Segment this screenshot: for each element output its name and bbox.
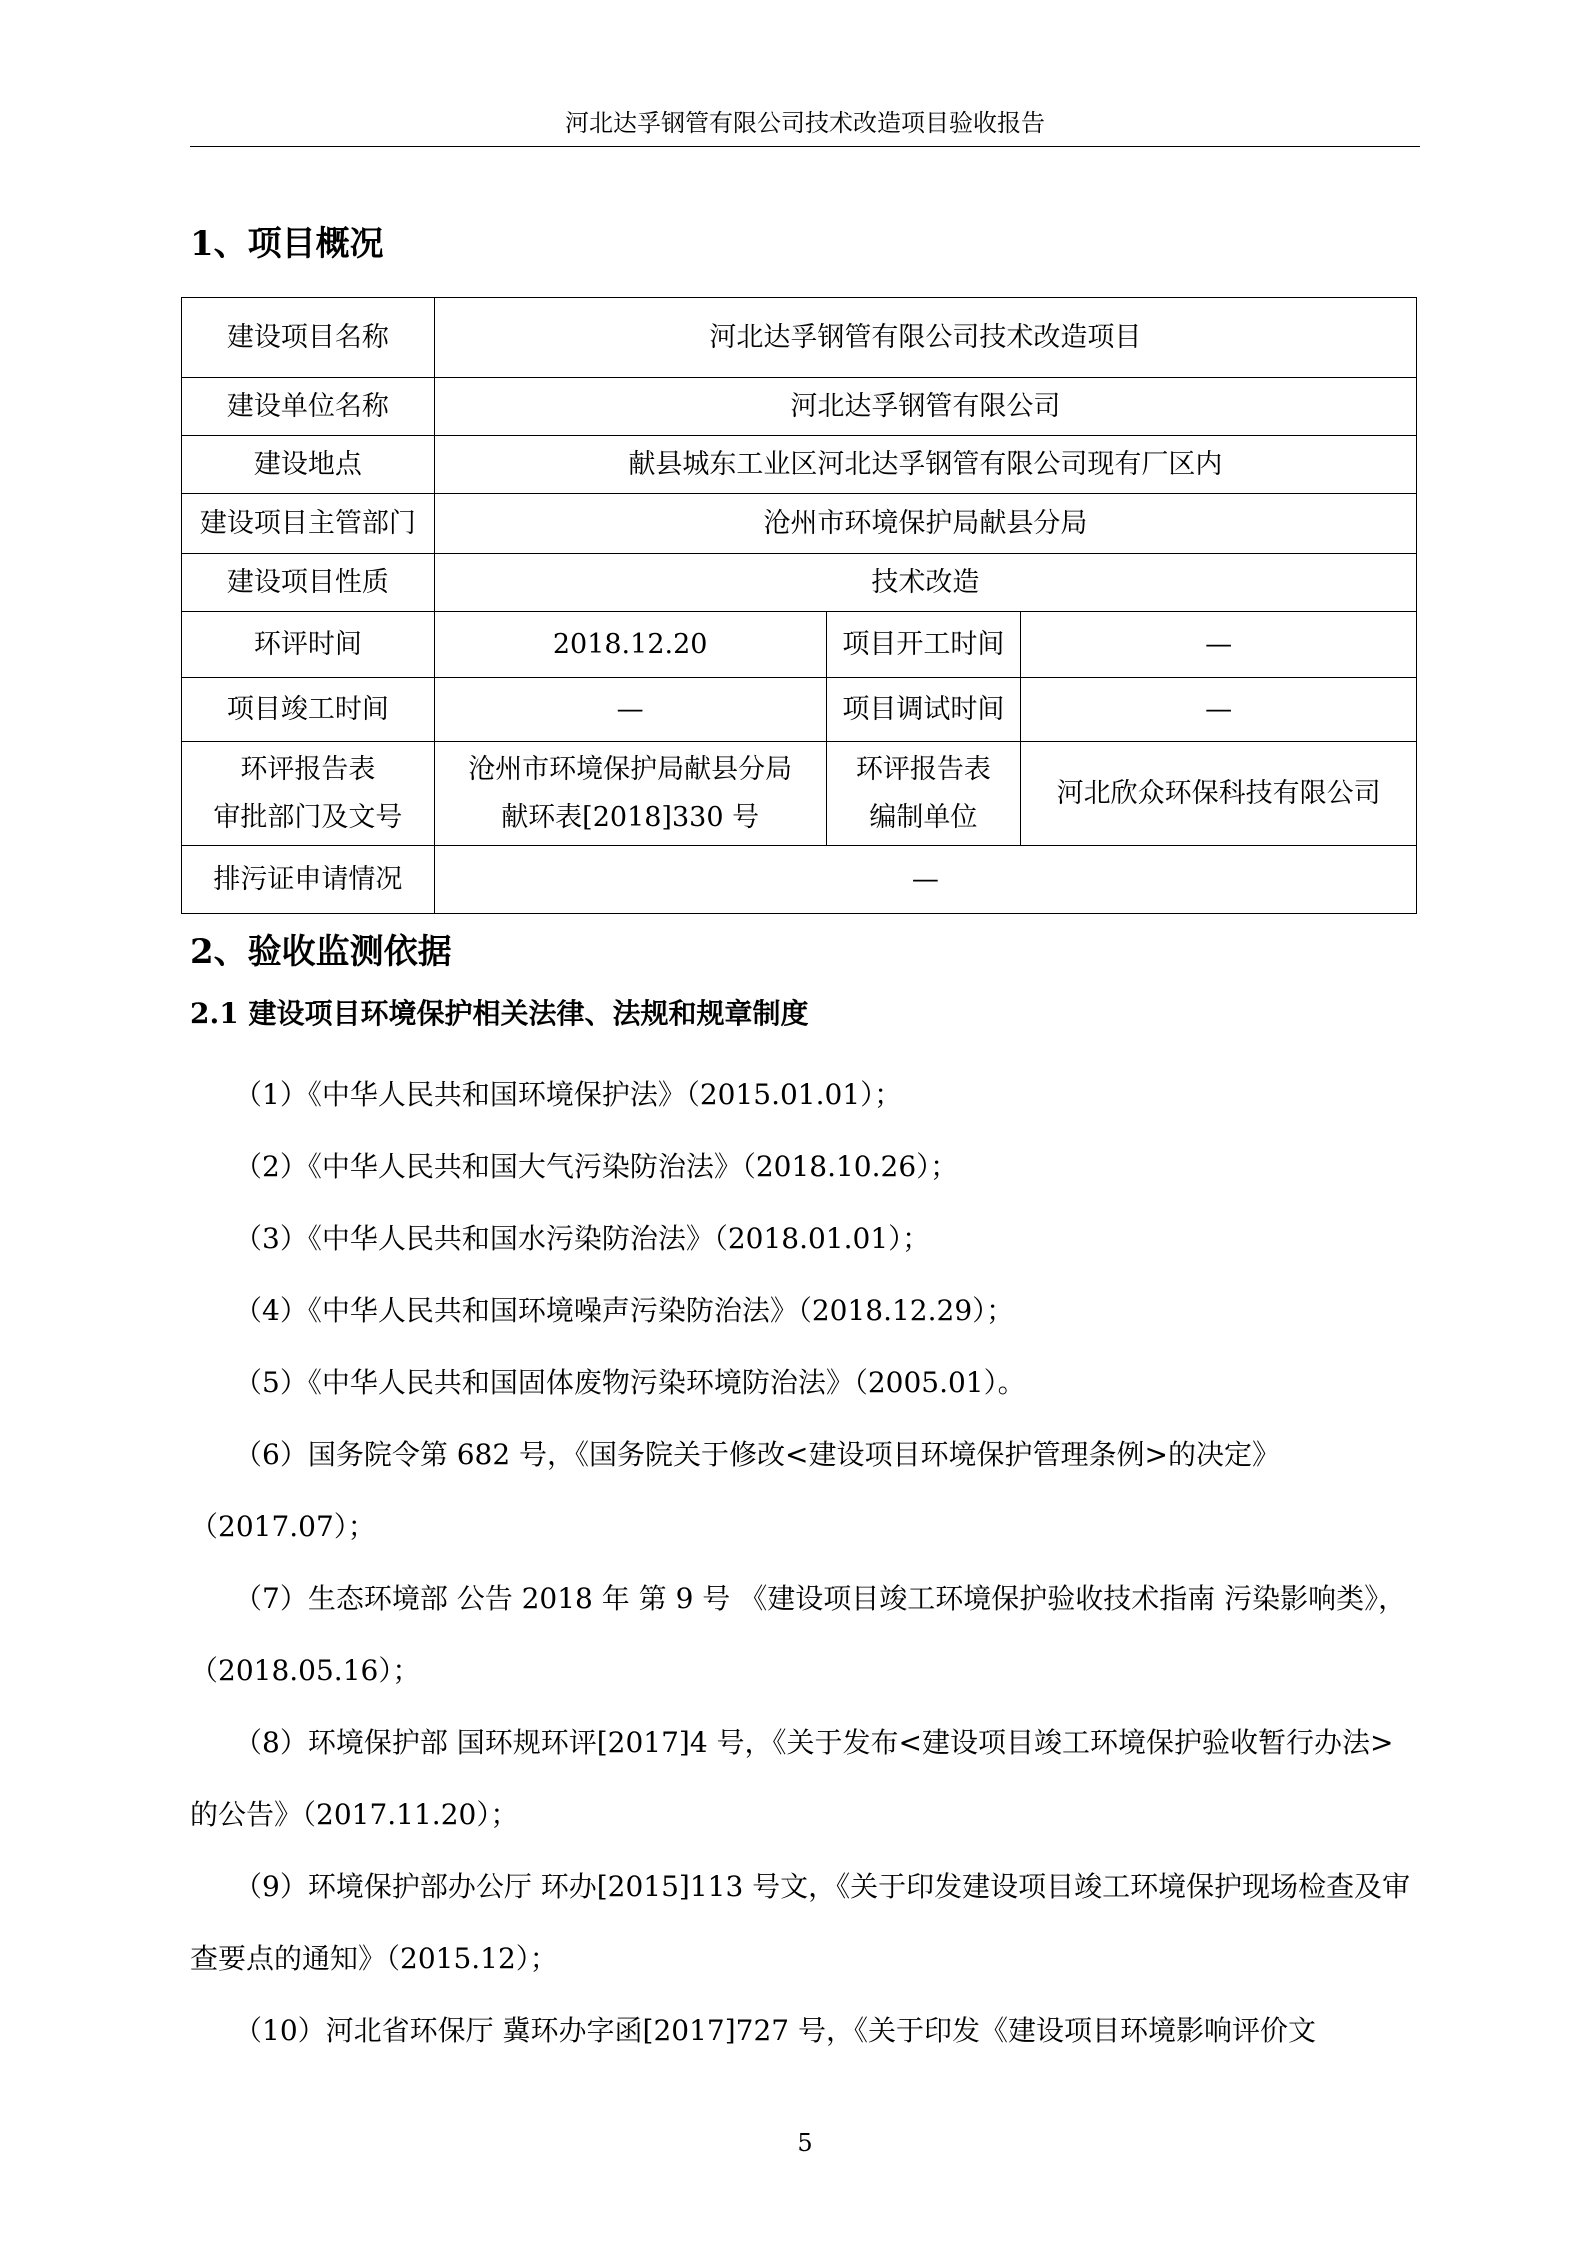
table-row (182, 436, 1417, 494)
list-item: （5）《中华人民共和国固体废物污染环境防治法》（2005.01）。 (234, 1366, 1026, 1399)
approval-value-line2: 献环表[2018]330 号 (501, 801, 760, 833)
eia-time-value: 2018.12.20 (434, 612, 826, 678)
header-rule (190, 146, 1420, 147)
table-row (182, 678, 1417, 742)
table-row (182, 494, 1417, 554)
location-label: 建设地点 (182, 436, 435, 494)
start-time-value: — (1021, 612, 1417, 678)
permit-value: — (434, 846, 1416, 914)
project-name-label: 建设项目名称 (182, 298, 435, 378)
page-number: 5 (797, 2129, 813, 2157)
section-1-heading: 1、项目概况 (190, 224, 384, 264)
debug-time-value: — (1021, 678, 1417, 742)
completion-time-value: — (434, 678, 826, 742)
approval-value-line1: 沧州市环境保护局献县分局 (468, 753, 793, 785)
project-name-value: 河北达孚钢管有限公司技术改造项目 (434, 298, 1416, 378)
project-overview-table (181, 297, 1417, 914)
authority-value: 沧州市环境保护局献县分局 (434, 494, 1416, 554)
table-row (182, 612, 1417, 678)
approval-label (182, 742, 435, 846)
permit-label: 排污证申请情况 (182, 846, 435, 914)
list-item: （1）《中华人民共和国环境保护法》（2015.01.01）； (234, 1078, 903, 1111)
approval-value (434, 742, 826, 846)
table-row (182, 378, 1417, 436)
compiler-value: 河北欣众环保科技有限公司 (1021, 742, 1417, 846)
approval-label-line2: 审批部门及文号 (213, 801, 403, 833)
compiler-label-line1: 环评报告表 (855, 753, 991, 785)
completion-time-label: 项目竣工时间 (182, 678, 435, 742)
table-row (182, 554, 1417, 612)
authority-label: 建设项目主管部门 (182, 494, 435, 554)
section-2-heading: 2、验收监测依据 (190, 932, 452, 972)
start-time-label: 项目开工时间 (826, 612, 1021, 678)
compiler-label-line2: 编制单位 (869, 801, 978, 833)
list-item: （6）国务院令第 682 号，《国务院关于修改<建设项目环境保护管理条例>的决定》（2017.07）； (190, 1438, 1280, 1543)
list-item: （7）生态环境部 公告 2018 年 第 9 号 《建设项目竣工环境保护验收技术指南 污染影响类》，（2018.05.16）； (190, 1582, 1407, 1687)
table-row (182, 298, 1417, 378)
eia-time-label: 环评时间 (182, 612, 435, 678)
approval-label-line1: 环评报告表 (240, 753, 376, 785)
debug-time-label: 项目调试时间 (826, 678, 1021, 742)
page-header-title: 河北达孚钢管有限公司技术改造项目验收报告 (565, 109, 1045, 137)
location-value: 献县城东工业区河北达孚钢管有限公司现有厂区内 (434, 436, 1416, 494)
list-item: （3）《中华人民共和国水污染防治法》（2018.01.01）； (234, 1222, 931, 1255)
compiler-label (826, 742, 1021, 846)
list-item: （8）环境保护部 国环规环评[2017]4 号，《关于发布<建设项目竣工环境保护验收暂行办法>的公告》（2017.11.20）； (190, 1726, 1394, 1831)
unit-name-value: 河北达孚钢管有限公司 (434, 378, 1416, 436)
list-item: （9）环境保护部办公厅 环办[2015]113 号文，《关于印发建设项目竣工环境保护现场检查及审查要点的通知》（2015.12）； (190, 1870, 1411, 1975)
list-item: （10）河北省环保厅 冀环办字函[2017]727 号，《关于印发《建设项目环境影响评价文 (234, 2014, 1316, 2047)
list-item: （2）《中华人民共和国大气污染防治法》（2018.10.26）； (234, 1150, 959, 1183)
nature-label: 建设项目性质 (182, 554, 435, 612)
table-row (182, 742, 1417, 846)
nature-value: 技术改造 (434, 554, 1416, 612)
list-item: （4）《中华人民共和国环境噪声污染防治法》（2018.12.29）； (234, 1294, 1015, 1327)
table-row (182, 846, 1417, 914)
section-2-1-heading: 2.1 建设项目环境保护相关法律、法规和规章制度 (190, 997, 809, 1030)
unit-name-label: 建设单位名称 (182, 378, 435, 436)
